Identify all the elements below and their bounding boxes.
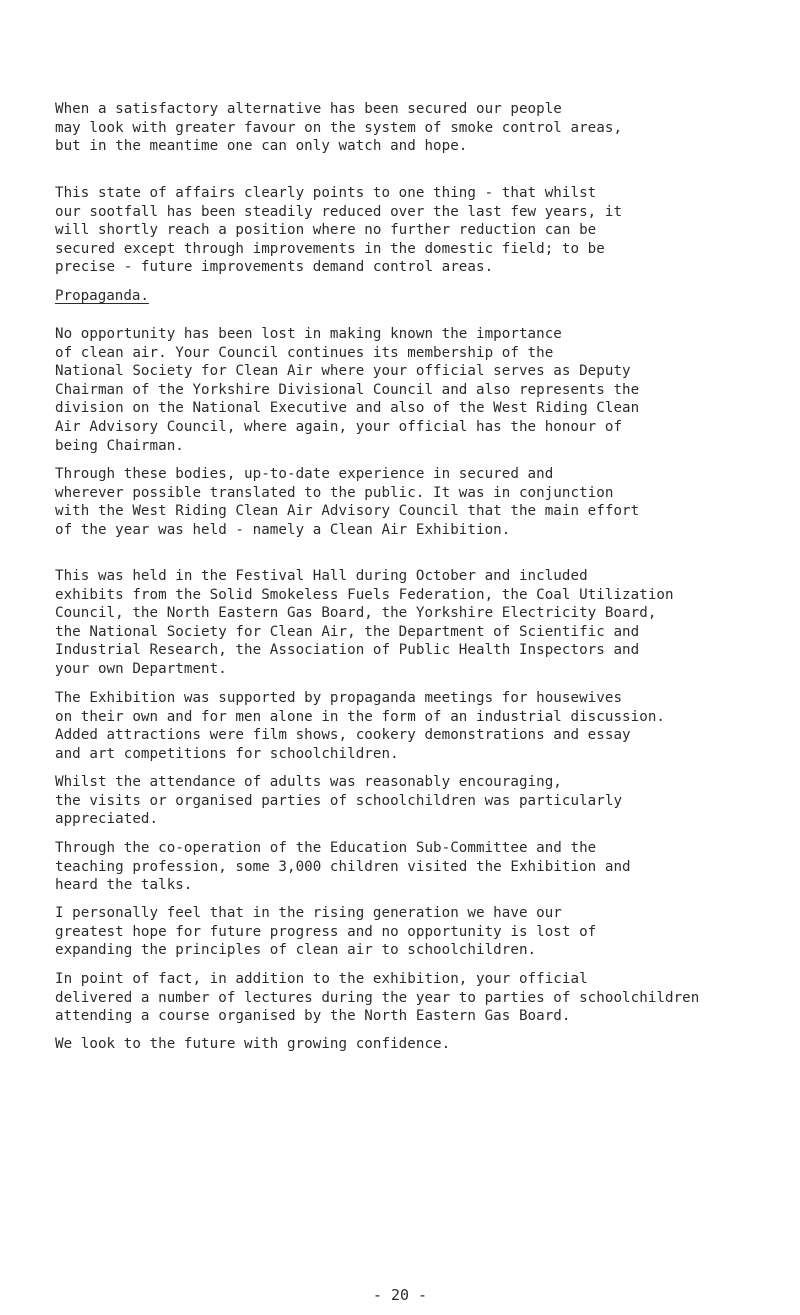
section-heading-propaganda: Propaganda. <box>55 288 149 304</box>
paragraph-rising-generation: I personally feel that in the rising generation we have our greatest hope for future progress and no opportunity is lost of expanding the principles of clean air to schoolchildren. <box>55 905 597 959</box>
paragraph-sootfall: This state of affairs clearly points to one thing - that whilst our sootfall has been steadily reduced over the last few years, it will shortly reach a position where no further reduction can be secured except through improvements in the domestic field; to be precise - future improvements demand control areas. <box>55 185 623 276</box>
paragraph-cooperation: Through the co-operation of the Education Sub-Committee and the teaching profession, some 3,000 children visited the Exhibition and heard the talks. <box>55 840 631 894</box>
paragraph-through-bodies: Through these bodies, up-to-date experience in secured and wherever possible translated to the public. It was in conjunction with the West Riding Clean Air Advisory Council that the main effort of the year was held - namely a Clean Air Exhibition. <box>55 466 640 538</box>
paragraph-smoke-control-hope: When a satisfactory alternative has been secured our people may look with greater favour on the system of smoke control areas, but in the meantime one can only watch and hope. <box>55 101 623 155</box>
paragraph-exhibition-support: The Exhibition was supported by propaganda meetings for housewives on their own and for men alone in the form of an industrial discussion. Added attractions were film shows, cookery demonstrations and essay and art competitions for schoolchildren. <box>55 690 666 762</box>
paragraph-opportunity: No opportunity has been lost in making known the importance of clean air. Your Council continues its membership of the National Society for Clean Air where your official serves as Deputy Chairman of the Yorkshire Divisional Council and also represents the division on the National Executive and also of the West Riding Clean Air Advisory Council, where again, your official has the honour of being Chairman. <box>55 326 640 454</box>
paragraph-lectures: In point of fact, in addition to the exhibition, your official delivered a number of lectures during the year to parties of schoolchildren attending a course organised by the North Eastern Gas Board. <box>55 971 700 1025</box>
paragraph-festival-hall: This was held in the Festival Hall during October and included exhibits from the Solid Smokeless Fuels Federation, the Coal Utilization Council, the North Eastern Gas Board, the Yorkshire Electricity Board, the National Society for Clean Air, the Department of Scientific and Industrial Research, the Association of Public Health Inspectors and your own Department. <box>55 568 674 677</box>
paragraph-confidence: We look to the future with growing confidence. <box>55 1036 451 1052</box>
paragraph-attendance: Whilst the attendance of adults was reasonably encouraging, the visits or organised parties of schoolchildren was particularly appreciated. <box>55 774 623 828</box>
page-number: - 20 - <box>372 1286 428 1304</box>
